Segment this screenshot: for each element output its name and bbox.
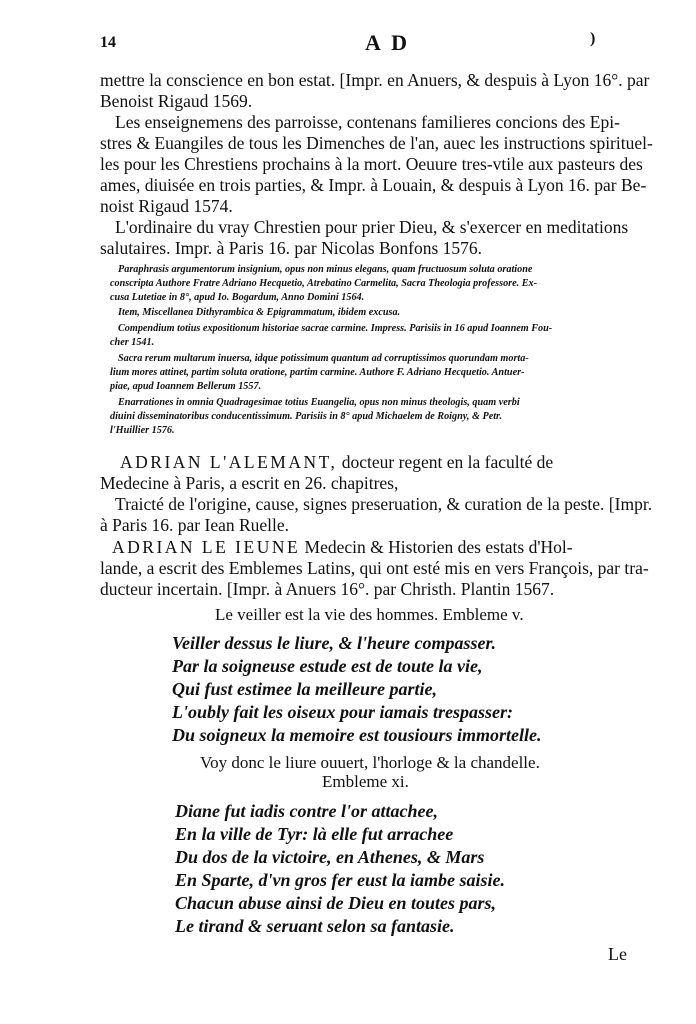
- verse-line: Chacun abuse ainsi de Dieu en toutes pars,: [175, 893, 497, 913]
- latin-line: Compendium totius expositionum historiae sacrae carmine. Impress. Parisiis in 16 apud Ioannem Fou-: [118, 323, 553, 334]
- entry-line: à Paris 16. par Iean Ruelle.: [100, 515, 290, 535]
- running-head: A D: [365, 30, 411, 55]
- author-entry-le-ieune: [112, 537, 573, 558]
- entry-line: ducteur incertain. [Impr. à Anuers 16°. par Christh. Plantin 1567.: [100, 579, 555, 599]
- latin-line: cusa Lutetiae in 8°, apud Io. Bogardum, Anno Domini 1564.: [110, 292, 365, 303]
- latin-line: Enarrationes in omnia Quadragesimae totius Euangelia, opus non minus theologis, quam verbi: [118, 397, 520, 408]
- page-number: 14: [100, 34, 116, 51]
- latin-line: conscripta Authore Fratre Adriano Hecquetio, Atrebatino Carmelita, Sacra Theologia professore. Ex-: [110, 278, 538, 289]
- latin-line: lium mores attinet, partim soluta oratione, partim carmine. Authore F. Adriano Hecquetio. Antuer-: [110, 367, 525, 378]
- latin-line: l'Huillier 1576.: [110, 425, 175, 436]
- verse-line: Du soigneux la memoire est tousiours immortelle.: [172, 725, 542, 745]
- entry-line: les pour les Chrestiens prochains à la mort. Oeuure tres-vtile aux pasteurs des: [100, 154, 643, 174]
- entry-line: Les enseignemens des parroisse, contenans familieres concions des Epi-: [115, 112, 620, 132]
- verse-line: Du dos de la victoire, en Athenes, & Mars: [175, 847, 485, 867]
- entry-line: mettre la conscience en bon estat. [Impr. en Anuers, & despuis à Lyon 16°. par: [100, 70, 650, 90]
- entry-line: ames, diuisée en trois parties, & Impr. à Louain, & despuis à Lyon 16. par Be-: [100, 175, 647, 195]
- entry-line: Medecin & Historien des estats d'Hol-: [304, 537, 573, 557]
- verse-line: Veiller dessus le liure, & l'heure compasser.: [172, 633, 497, 653]
- latin-line: Item, Miscellanea Dithyrambica & Epigrammatum, ibidem excusa.: [118, 307, 401, 318]
- latin-line: Paraphrasis argumentorum insignium, opus non minus elegans, quam fructuosum soluta oratione: [118, 264, 533, 275]
- entry-line: salutaires. Impr. à Paris 16. par Nicolas Bonfons 1576.: [100, 238, 483, 258]
- entry-line: lande, a escrit des Emblemes Latins, qui ont esté mis en vers François, par tra-: [100, 558, 649, 578]
- entry-line: Traicté de l'origine, cause, signes preseruation, & curation de la peste. [Impr.: [115, 494, 653, 514]
- entry-line: L'ordinaire du vray Chrestien pour prier Dieu, & s'exercer en meditations: [115, 217, 629, 237]
- author-name: ADRIAN LE IEUNE: [112, 537, 301, 557]
- latin-line: piae, apud Ioannem Bellerum 1557.: [110, 381, 262, 392]
- verse-line: Diane fut iadis contre l'or attachee,: [175, 801, 438, 821]
- catchword: Le: [608, 944, 627, 964]
- emblem-number: Embleme xi.: [322, 772, 409, 791]
- entry-line: docteur regent en la faculté de: [341, 452, 554, 472]
- verse-line: Le tirand & seruant selon sa fantasie.: [175, 916, 455, 936]
- latin-line: cher 1541.: [110, 337, 155, 348]
- entry-line: Medecine à Paris, a escrit en 26. chapitres,: [100, 473, 399, 493]
- verse-line: Par la soigneuse estude est de toute la vie,: [172, 656, 483, 676]
- entry-line: noist Rigaud 1574.: [100, 196, 233, 216]
- corner-mark: ): [590, 30, 596, 47]
- emblem-title: Voy donc le liure ouuert, l'horloge & la chandelle.: [200, 753, 540, 772]
- verse-line: En Sparte, d'vn gros fer eust la iambe saisie.: [175, 870, 506, 890]
- latin-line: Sacra rerum multarum inuersa, idque potissimum quantum ad corruptissimos quorundam morta-: [118, 353, 529, 364]
- verse-line: En la ville de Tyr: là elle fut arrachee: [175, 824, 454, 844]
- author-name: ADRIAN L'ALEMANT,: [120, 452, 338, 472]
- verse-line: L'oubly fait les oiseux pour iamais trespasser:: [172, 702, 514, 722]
- entry-line: Benoist Rigaud 1569.: [100, 91, 253, 111]
- latin-line: diuini disseminatoribus conducentissimum. Parisiis in 8° apud Michaelem de Roigny, & Petr.: [110, 411, 503, 422]
- entry-line: stres & Euangiles de tous les Dimenches de l'an, auec les instructions spirituel-: [100, 133, 653, 153]
- verse-line: Qui fust estimee la meilleure partie,: [172, 679, 437, 699]
- author-entry-lalemant: [120, 452, 553, 473]
- emblem-title: Le veiller est la vie des hommes. Embleme v.: [215, 605, 524, 624]
